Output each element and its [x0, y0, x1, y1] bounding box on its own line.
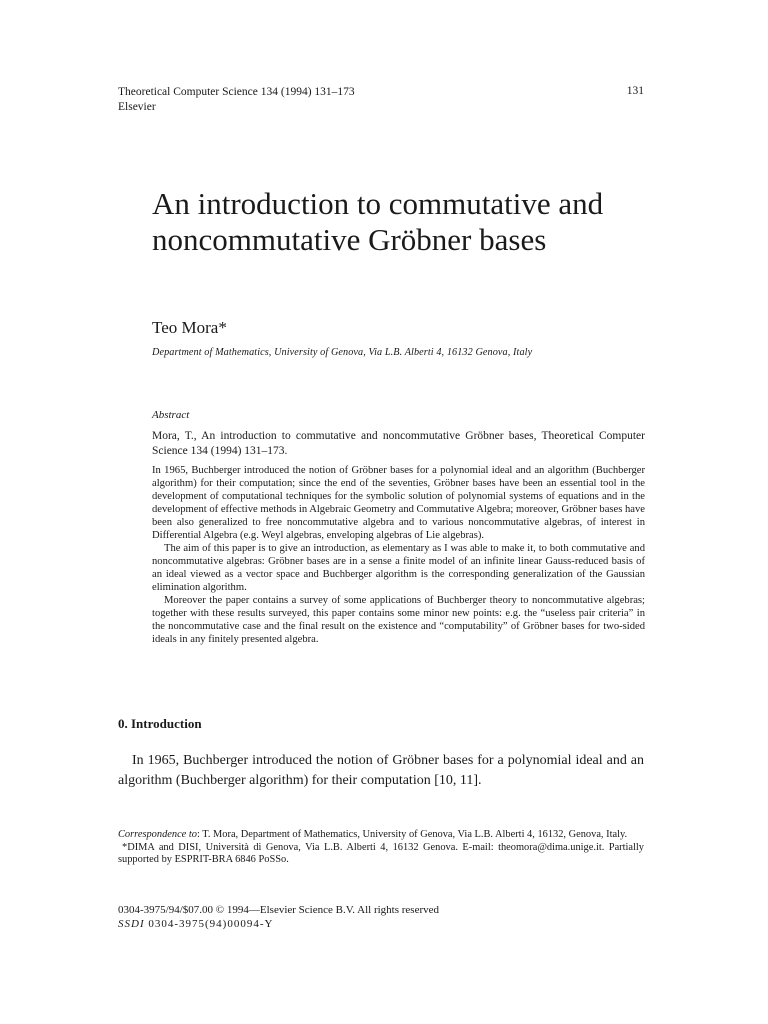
publisher-name: Elsevier	[118, 101, 156, 113]
author-footnote: *DIMA and DISI, Università di Genova, Via L.B. Alberti 4, 16132 Genova. E-mail: theomora@dima.unige.it. Partially supported by ESPRIT-BRA 6846 PoSSo.	[118, 841, 644, 865]
correspondence-note	[118, 829, 644, 842]
abstract-paragraph: The aim of this paper is to give an introduction, as elementary as I was able to make it, to both commutative and noncommutative algebras: Gröbner bases are in a sense a finite model of an infinite linear Gauss-reduced basis of an ideal viewed as a vector space and Buchberger algorithm is the corresponding generalization of the Gaussian elimination algorithm.	[152, 543, 645, 593]
abstract-paragraph: Moreover the paper contains a survey of some applications of Buchberger theory to noncommutative algebras; together with these results surveyed, this paper contains some minor new points: e.g. the “useless pair criteria” in the noncommutative case and the final result on the existence and “computability” of Gröbner bases for two-sided ideals in any finitely presented algebra.	[152, 595, 645, 645]
section-heading: 0. Introduction	[118, 716, 202, 731]
page-number: 131	[626, 85, 644, 97]
ssdi-label: SSDI	[118, 918, 145, 930]
section-text: In 1965, Buchberger introduced the notion of Gröbner bases for a polynomial ideal and an algorithm (Buchberger algorithm) for their computation [10, 11].	[118, 753, 644, 788]
copyright-line: 0304-3975/94/$07.00 © 1994—Elsevier Science B.V. All rights reserved	[118, 904, 439, 916]
abstract-citation: Mora, T., An introduction to commutative and noncommutative Gröbner bases, Theoretical Computer Science 134 (1994) 131–173.	[152, 430, 645, 457]
ssdi-line	[118, 917, 273, 931]
author-affiliation: Department of Mathematics, University of Genova, Via L.B. Alberti 4, 16132 Genova, Italy	[152, 347, 533, 358]
correspondence-text: : T. Mora, Department of Mathematics, University of Genova, Via L.B. Alberti 4, 16132, Genova, Italy.	[196, 829, 628, 840]
abstract-heading: Abstract	[152, 409, 190, 421]
ssdi-code: 0304-3975(94)00094-Y	[148, 918, 274, 930]
journal-citation: Theoretical Computer Science 134 (1994) 131–173	[118, 86, 355, 98]
footnotes	[118, 829, 644, 867]
author-name: Teo Mora*	[152, 318, 227, 337]
abstract-paragraph: In 1965, Buchberger introduced the notion of Gröbner bases for a polynomial ideal and an algorithm (Buchberger algorithm) for their computation; since the end of the seventies, Gröbner bases have been an essential tool in the development of computational techniques for the symbolic solution of polynomial systems of equations and in the development of effective methods in Algebraic Geometry and Commutative Algebra; moreover, Gröbner bases have been also generalized to free noncommutative algebra and to various noncommutative algebras, of interest in Differential Algebra (e.g. Weyl algebras, enveloping algebras of Lie algebras).	[152, 465, 646, 541]
correspondence-label: Correspondence to	[118, 829, 197, 840]
abstract-body	[152, 464, 645, 646]
journal-header	[118, 85, 355, 115]
paper-title: An introduction to commutative and noncommutative Gröbner bases	[152, 186, 604, 257]
